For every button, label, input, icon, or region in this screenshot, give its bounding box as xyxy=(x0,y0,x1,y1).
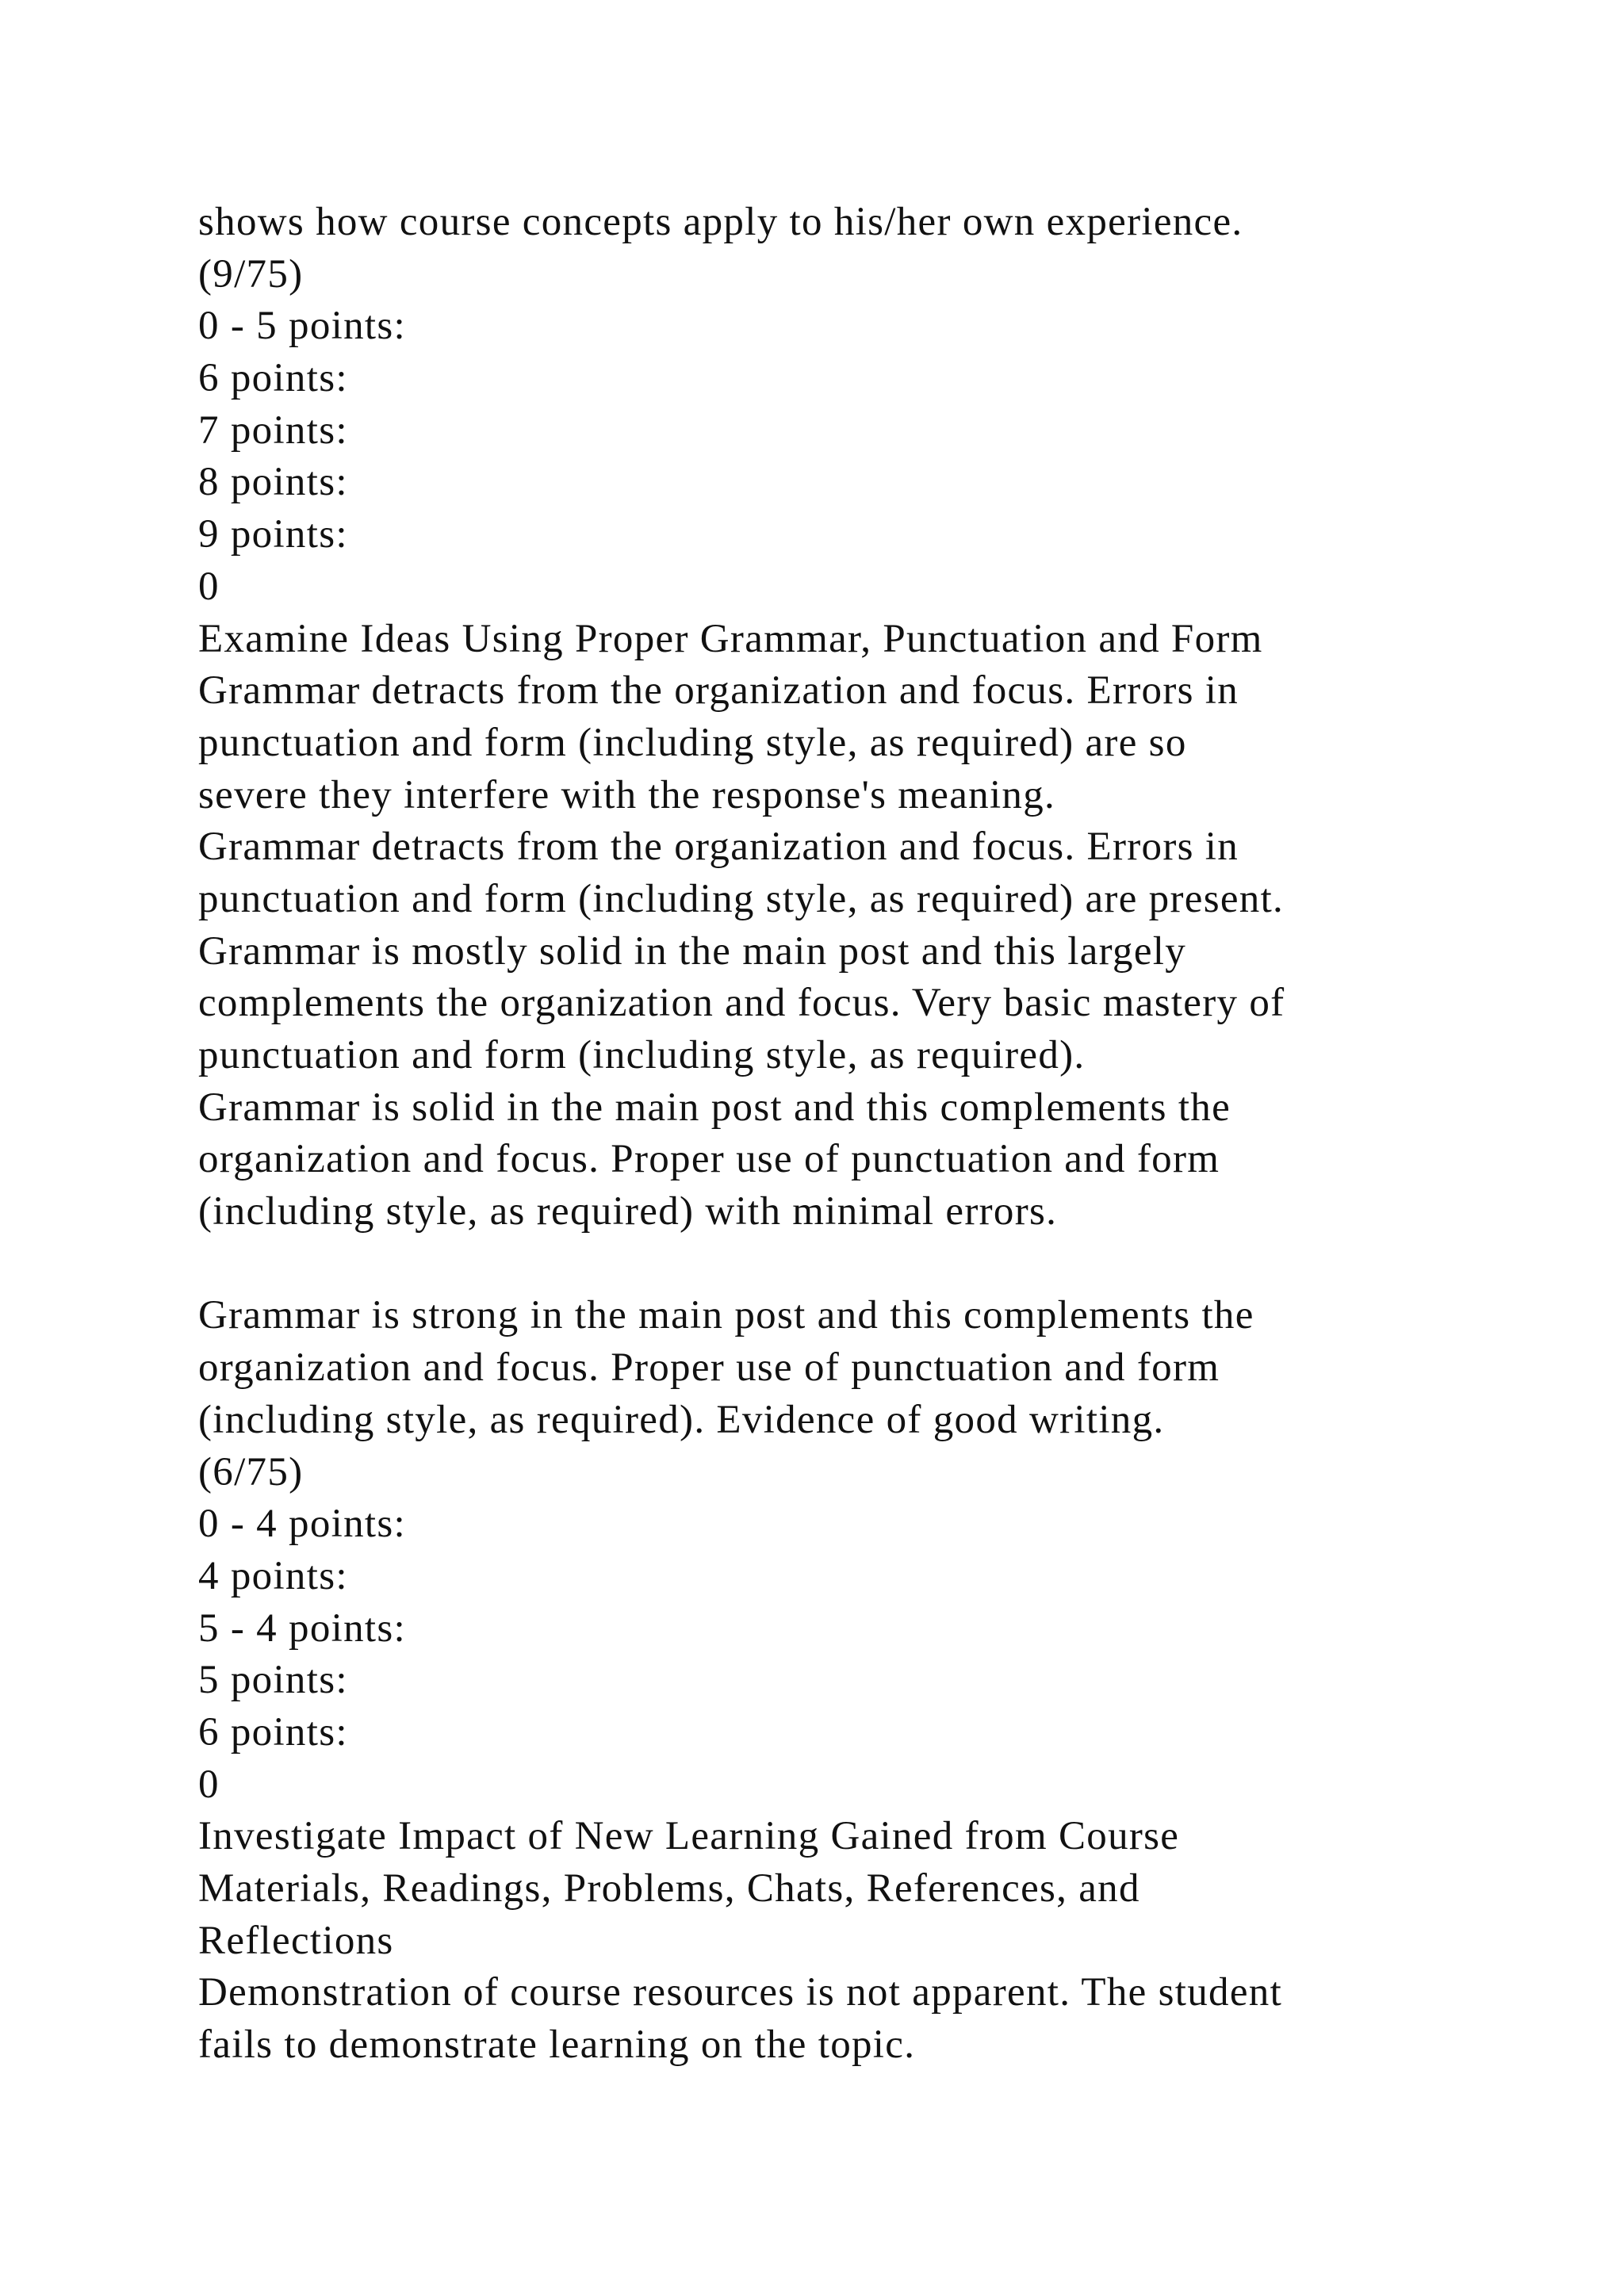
text-line: 0 xyxy=(198,564,220,609)
text-line: (9/75) xyxy=(198,251,304,297)
text-line: shows how course concepts apply to his/her own experience. xyxy=(198,200,1243,244)
document-body xyxy=(198,197,1546,2072)
text-line: fails to demonstrate learning on the topic. xyxy=(198,2022,916,2068)
text-line: Grammar detracts from the organization and focus. Errors in xyxy=(198,825,1239,870)
blank-line xyxy=(198,1238,1546,1291)
text-line: punctuation and form (including style, as required) are so xyxy=(198,720,1187,765)
text-line: (including style, as required) with minimal errors. xyxy=(198,1189,1058,1234)
text-line: complements the organization and focus. Very basic mastery of xyxy=(198,981,1285,1026)
text-line: organization and focus. Proper use of punctuation and form xyxy=(198,1137,1220,1182)
text-line: severe they interfere with the response's meaning. xyxy=(198,772,1056,817)
text-line: 9 points: xyxy=(198,512,348,557)
text-line: 8 points: xyxy=(198,460,348,505)
text-line: Grammar is strong in the main post and this complements the xyxy=(198,1293,1254,1338)
section-heading: Reflections xyxy=(198,1918,394,1963)
section-heading: Materials, Readings, Problems, Chats, References, and xyxy=(198,1866,1140,1911)
text-line: organization and focus. Proper use of punctuation and form xyxy=(198,1345,1220,1391)
text-line: 0 - 5 points: xyxy=(198,304,406,349)
text-line: Grammar detracts from the organization and focus. Errors in xyxy=(198,668,1239,714)
section-heading: Investigate Impact of New Learning Gained from Course xyxy=(198,1814,1180,1859)
text-line: 5 points: xyxy=(198,1658,348,1703)
text-line: 0 - 4 points: xyxy=(198,1502,406,1547)
text-line: Grammar is mostly solid in the main post and this largely xyxy=(198,928,1187,974)
text-line: 6 points: xyxy=(198,356,348,401)
text-line: (including style, as required). Evidence of good writing. xyxy=(198,1397,1165,1442)
text-line: 0 xyxy=(198,1762,220,1807)
text-line: 7 points: xyxy=(198,408,348,453)
text-line: 5 - 4 points: xyxy=(198,1605,406,1651)
text-line: Grammar is solid in the main post and this complements the xyxy=(198,1085,1231,1130)
text-line: punctuation and form (including style, as required) are present. xyxy=(198,876,1285,921)
text-line: 6 points: xyxy=(198,1709,348,1755)
text-line: punctuation and form (including style, as required). xyxy=(198,1033,1086,1077)
text-line: (6/75) xyxy=(198,1449,304,1494)
text-line: Demonstration of course resources is not apparent. The student xyxy=(198,1970,1283,2015)
section-heading: Examine Ideas Using Proper Grammar, Punctuation and Form xyxy=(198,616,1263,661)
text-line: 4 points: xyxy=(198,1553,348,1598)
